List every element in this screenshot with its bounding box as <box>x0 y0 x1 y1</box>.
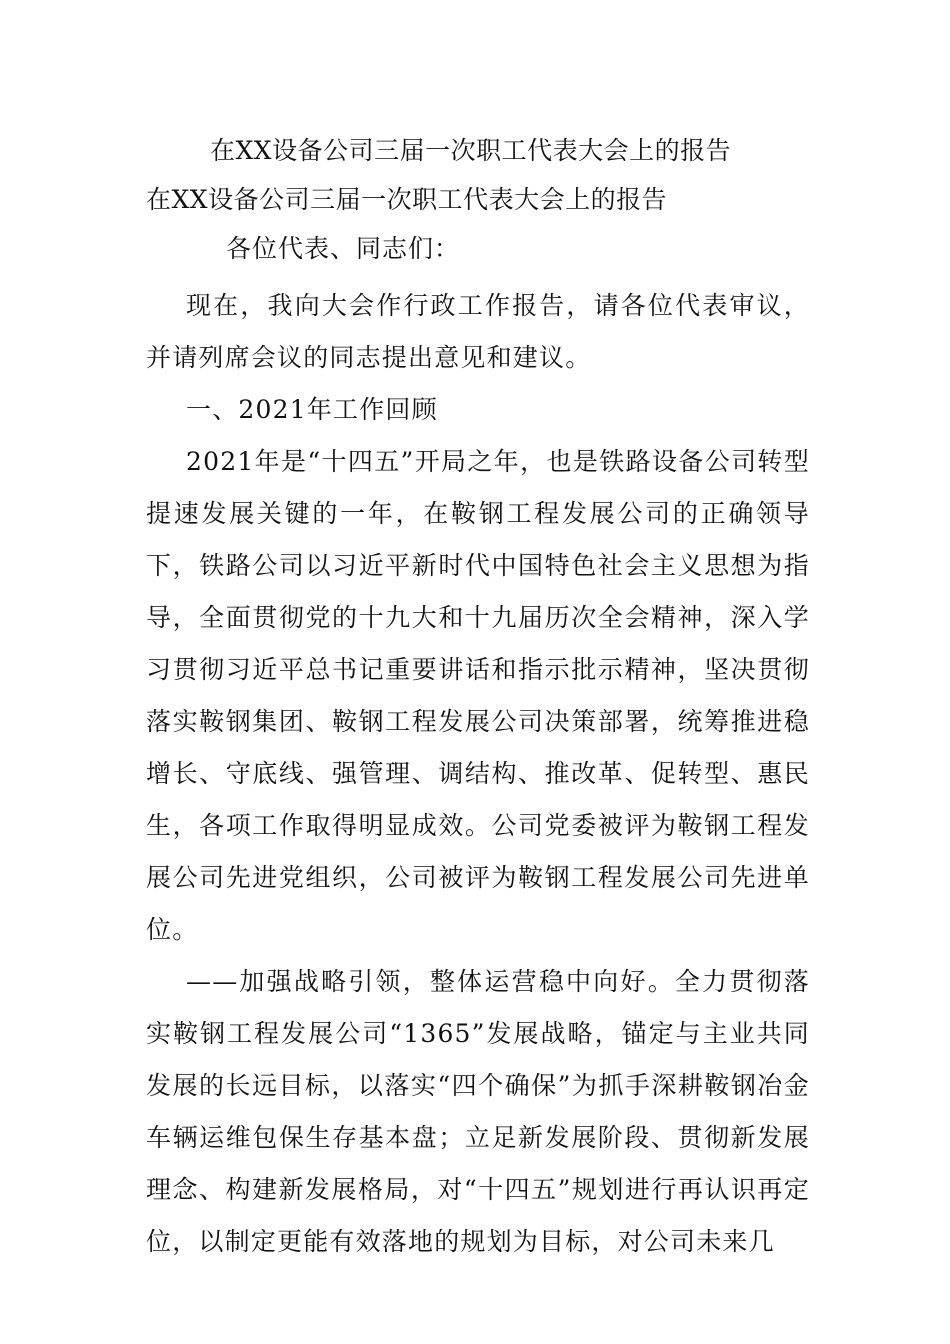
paragraph-review: 2021年是“十四五”开局之年，也是铁路设备公司转型提速发展关键的一年，在鞍钢工程发展公司的正确领导下，铁路公司以习近平新时代中国特色社会主义思想为指导，全面贯彻党的十九大和十九届历次全会精神，深入学习贯彻习近平总书记重要讲话和指示批示精神，坚决贯彻落实鞍钢集团、鞍钢工程发展公司决策部署，统筹推进稳增长、守底线、强管理、调结构、推改革、促转型、惠民生，各项工作取得明显成效。公司党委被评为鞍钢工程发展公司先进党组织，公司被评为鞍钢工程发展公司先进单位。 <box>146 447 810 944</box>
document-title: 在XX设备公司三届一次职工代表大会上的报告 <box>210 136 732 165</box>
document-subtitle: 在XX设备公司三届一次职工代表大会上的报告 <box>146 185 668 214</box>
salutation: 各位代表、同志们： <box>226 234 461 263</box>
paragraph-opening: 现在，我向大会作行政工作报告，请各位代表审议，并请列席会议的同志提出意见和建议。 <box>146 291 810 372</box>
paragraph-strategy: ——加强战略引领，整体运营稳中向好。全力贯彻落实鞍钢工程发展公司“1365”发展战略，锚定与主业共同发展的长远目标，以落实“四个确保”为抓手深耕鞍钢冶金车辆运维包保生存基本盘；立足新发展阶段、贯彻新发展理念、构建新发展格局，对“十四五”规划进行再认识再定位，以制定更能有效落地的规划为目标，对公司未来几 <box>146 967 810 1256</box>
section-heading: 一、2021年工作回顾 <box>186 395 438 424</box>
document-body <box>146 280 810 1268</box>
